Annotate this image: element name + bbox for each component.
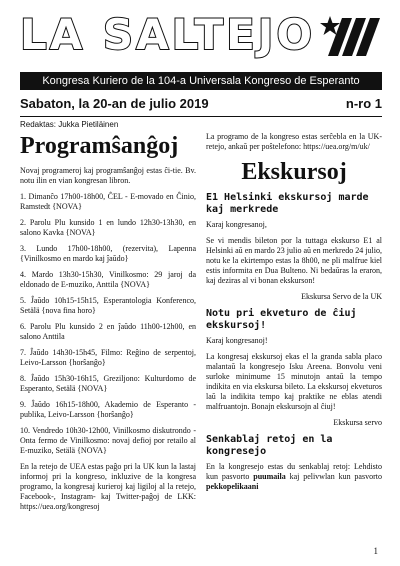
e1-signoff: Ekskursa Servo de la UK bbox=[301, 292, 382, 301]
excursions-heading: Ekskursoj bbox=[241, 159, 347, 185]
departure-notice-greeting: Karaj kongresanoj! bbox=[206, 336, 268, 345]
program-item: 6. Parolu Plu kunsido 2 en ĵaŭdo 11h00-12h00, en salono Anttila bbox=[20, 322, 196, 341]
issue-date: Sabaton, la 20-an de julio 2019 bbox=[20, 96, 209, 111]
program-item: 4. Mardo 13h30-15h30, Vinilkosmo: 29 jaroj da eldonado de E-muziko, Anttila {NOVA} bbox=[20, 270, 196, 289]
program-item: 5. Ĵaŭdo 10h15-15h15, Esperantologia Konferenco, Setälä {nova fina horo} bbox=[20, 296, 196, 315]
wifi-text: En la kongresejo estas du senkablaj retoj: Lehdisto kun pasvorto bbox=[206, 462, 382, 481]
program-item: 7. Ĵaŭdo 14h30-15h45, Filmo: Reĝino de serpentoj, Leivo-Larsson {horŝanĝo} bbox=[20, 348, 196, 367]
masthead bbox=[20, 10, 382, 68]
esperanto-star-stripes-icon bbox=[320, 14, 382, 58]
program-search-note: La programo de la kongreso estas serĉebla en la UK-retejo, ankaŭ per poŝtelefono: https://uea.org/m/uk/ bbox=[206, 132, 382, 151]
wifi-password-1: puumaila bbox=[253, 472, 286, 481]
program-closing-note: En la retejo de UEA estas paĝo pri la UK kun la lastaj informoj pri la kongreso, inkluzive de la kongresa programo, la kongresaj kurieroj kaj ligiloj al la retejo, Facebook-, Instagram- kaj Twitter-paĝoj de LKK: https://uea.org/kongresoj bbox=[20, 462, 196, 511]
issue-number: n-ro 1 bbox=[345, 96, 382, 111]
newspaper-title: LA SALTEJO bbox=[20, 10, 316, 59]
e1-heading: E1 Helsinki ekskursoj marde kaj merkrede bbox=[206, 192, 369, 215]
program-item: 3. Lundo 17h00-18h00, (rezervita), Lapenna {Vinilkosmo en mardo kaj ĵaŭdo} bbox=[20, 244, 196, 263]
page-number: 1 bbox=[373, 546, 378, 556]
program-item: 9. Ĵaŭdo 16h15-18h00, Akademio de Esperanto - publika, Leivo-Larsson {horŝanĝo} bbox=[20, 400, 196, 419]
wifi-heading: Senkablaj retoj en la kongresejo bbox=[206, 434, 333, 457]
departure-notice-signoff: Ekskursa servo bbox=[333, 418, 382, 427]
right-column bbox=[206, 132, 382, 498]
program-item: 1. Dimanĉo 17h00-18h00, ĈEL - E-movado en Ĉinio, Ramstedt {NOVA} bbox=[20, 192, 196, 211]
editor-credit: Redaktas: Jukka Pietiläinen bbox=[20, 120, 119, 129]
program-item: 10. Vendredo 10h30-12h00, Vinilkosmo diskutrondo - Onta fermo de Vinilkosmo: novaj defioj por retailo al E-muziko, Setälä {NOVA} bbox=[20, 426, 196, 455]
e1-body: Se vi mendis bileton por la tuttaga ekskurso E1 al Helsinki aŭ en mardo 23 julio aŭ en merkredo 24 julio, notu ke la ekirtempo estas la 8h00, ne pli malfrue kiel estis informita en Dua Bulteno. Ni bedaŭras la eraron, kaj deziras al vi bonan ekskurson! bbox=[206, 236, 382, 285]
dateline bbox=[20, 96, 382, 114]
wifi-body bbox=[206, 462, 382, 492]
program-intro: Novaj programeroj kaj programŝanĝoj estas ĉi-tie. Bv. notu ilin en vian kongresan libron. bbox=[20, 166, 196, 185]
departure-notice-heading: Notu pri ekveturo de ĉiuj ekskursoj! bbox=[206, 308, 357, 331]
subtitle-band: Kongresa Kuriero de la 104-a Universala Kongreso de Esperanto bbox=[20, 72, 382, 90]
wifi-text: kaj pelivwlan kun pasvorto bbox=[285, 472, 382, 481]
program-changes-heading: Programŝanĝoj bbox=[20, 133, 179, 159]
program-item: 2. Parolu Plu kunsido 1 en lundo 12h30-13h30, en salono Kavka {NOVA} bbox=[20, 218, 196, 237]
departure-notice-body: La kongresaj ekskursoj ekas el la granda sabla placo malantaŭ la kongresejo Isku Areena. Bonvolu veni surloke minimume 15 minutojn antaŭ la tempo indikita en via ekskursa bileto. La ekskursoj ekveturos laŭ la indikita tempo kaj praktike ne eblas atendi malfruantojn. Bonajn ekskursojn al ĉiuj! bbox=[206, 352, 382, 411]
wifi-password-2: pekkopelikaani bbox=[206, 482, 259, 491]
program-item: 8. Ĵaŭdo 15h30-16h15, Greziljono: Kulturdomo de Esperanto, Setälä {NOVA} bbox=[20, 374, 196, 393]
left-column bbox=[20, 132, 196, 518]
divider-rule bbox=[20, 116, 382, 117]
e1-greeting: Karaj kongresanoj, bbox=[206, 220, 267, 229]
